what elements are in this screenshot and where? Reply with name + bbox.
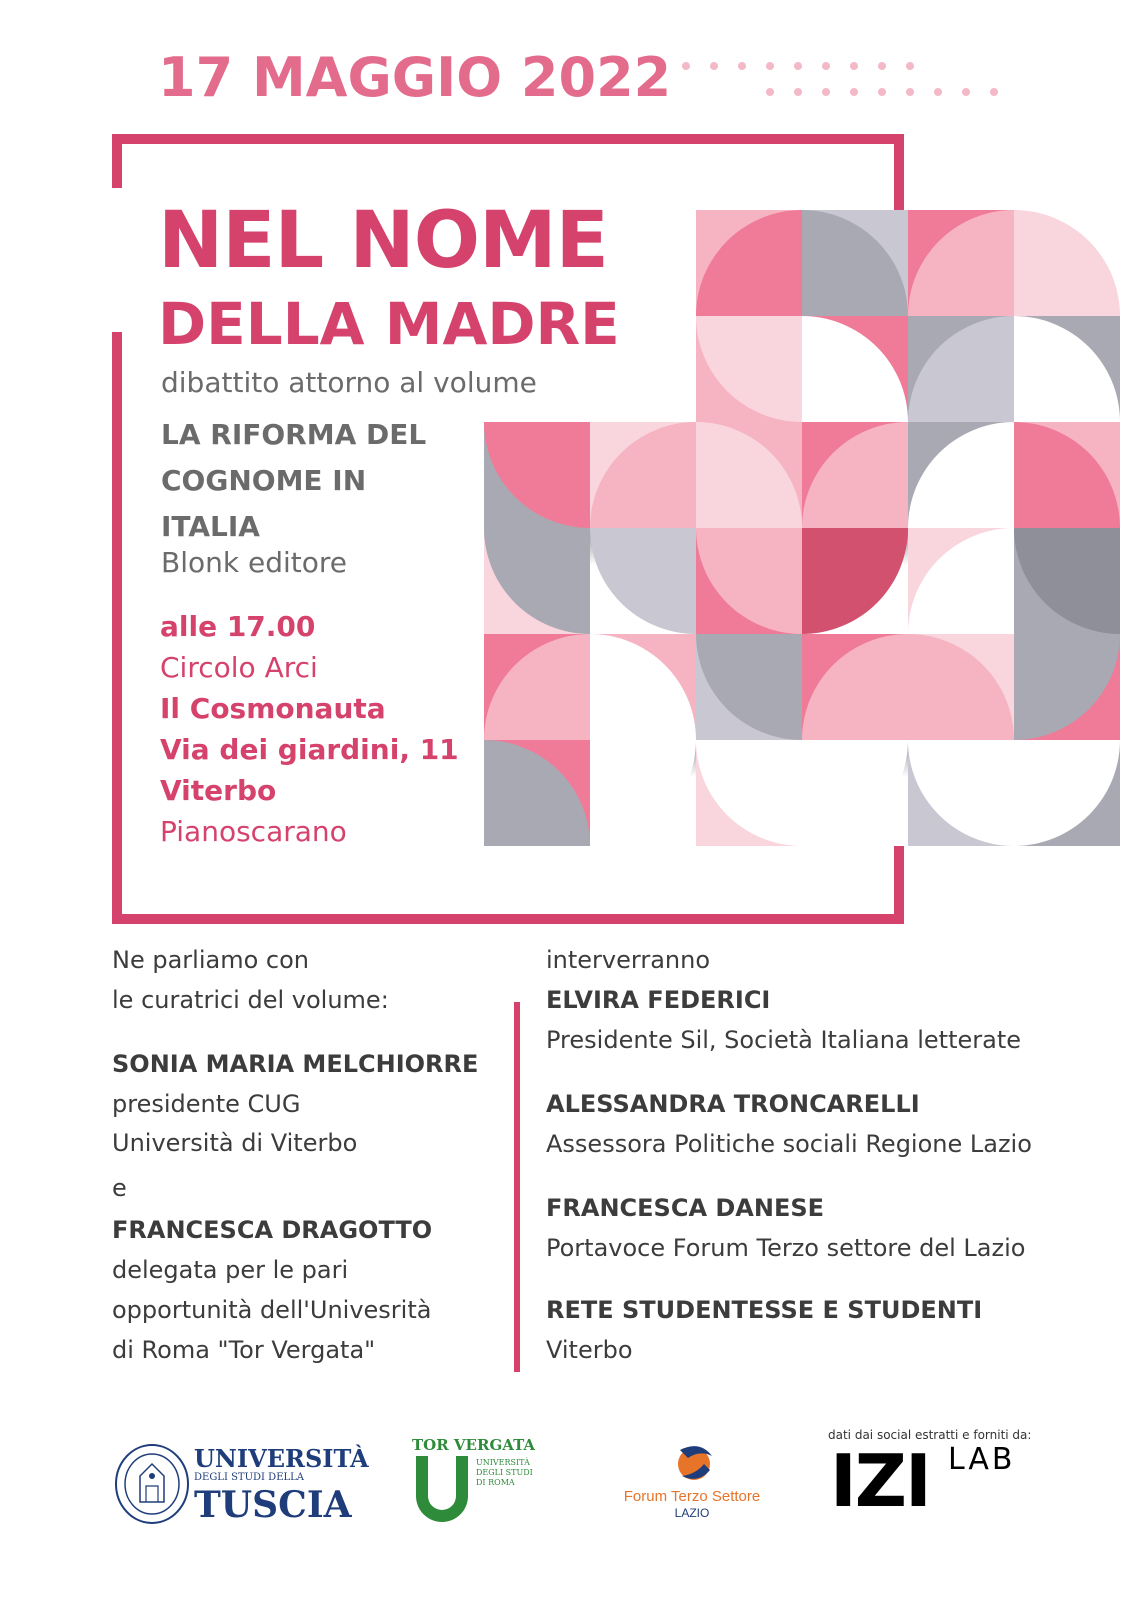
tuscia-line2: DEGLI STUDI DELLA [194,1472,304,1483]
curators-intro-line1: Ne parliamo con [112,946,309,974]
event-address: Via dei giardini, 11 [160,733,459,766]
torvergata-title: TOR VERGATA [412,1436,536,1454]
torvergata-line1: UNIVERSITÀ [476,1458,530,1467]
tuscia-line3: TUSCIA [194,1484,352,1526]
torvergata-line3: DI ROMA [476,1478,515,1487]
curators-conjunction: e [112,1174,127,1202]
forum-swirl-icon [670,1440,720,1484]
speaker-1-name: ELVIRA FEDERICI [546,986,771,1014]
event-time: alle 17.00 [160,610,316,643]
curator-2-role-line1: delegata per le pari [112,1256,349,1284]
torvergata-logo [412,1436,552,1526]
speaker-2-role: Assessora Politiche sociali Regione Lazio [546,1130,1032,1158]
speaker-3-role: Portavoce Forum Terzo settore del Lazio [546,1234,1026,1262]
curator-2-role-line2: opportunità dell'Univesrità [112,1296,432,1324]
curator-1-role-line1: presidente CUG [112,1090,301,1118]
book-title-line2: COGNOME IN [161,464,367,497]
book-title-line3: ITALIA [161,510,260,543]
izi-brand: IZI [830,1439,930,1523]
forum-terzo-settore-logo [612,1440,772,1526]
izi-suffix: LAB [948,1442,1016,1477]
tuscia-logo [112,1440,369,1530]
event-venue-line2: Il Cosmonauta [160,692,386,725]
tuscia-seal-icon [112,1442,192,1526]
forum-line2: LAZIO [674,1506,710,1520]
decorative-dots [680,58,1020,102]
column-divider [514,1002,520,1372]
speaker-4-role: Viterbo [546,1336,633,1364]
publisher: Blonk editore [161,546,347,579]
tuscia-line1: UNIVERSITÀ [194,1444,369,1473]
speaker-4-name: RETE STUDENTESSE E STUDENTI [546,1296,983,1324]
event-subtitle: dibattito attorno al volume [161,366,537,399]
torvergata-subtitle [476,1458,533,1488]
torvergata-u-icon [412,1456,472,1522]
izilab-logo [830,1439,1030,1523]
curator-1-name: SONIA MARIA MELCHIORRE [112,1050,479,1078]
speakers-heading: interverranno [546,946,711,974]
event-title-line2: DELLA MADRE [158,290,620,358]
book-title [161,412,491,550]
speaker-2-name: ALESSANDRA TRONCARELLI [546,1090,920,1118]
izi-credit-note: dati dai social estratti e forniti da: [828,1428,1032,1442]
book-title-line1: LA RIFORMA DEL [161,418,427,451]
event-title-line1: NEL NOME [158,196,608,286]
torvergata-line2: DEGLI STUDI [476,1468,533,1477]
event-city: Viterbo [160,774,277,807]
event-district: Pianoscarano [160,815,347,848]
event-venue-line1: Circolo Arci [160,651,318,684]
forum-line1: Forum Terzo Settore [623,1488,761,1505]
speaker-1-role: Presidente Sil, Società Italiana letterate [546,1026,1022,1054]
curators-intro-line2: le curatrici del volume: [112,986,389,1014]
curator-2-name: FRANCESCA DRAGOTTO [112,1216,433,1244]
curator-2-role-line3: di Roma "Tor Vergata" [112,1336,376,1364]
curator-1-role-line2: Università di Viterbo [112,1129,358,1157]
speaker-3-name: FRANCESCA DANESE [546,1194,825,1222]
event-date: 17 MAGGIO 2022 [158,46,672,109]
